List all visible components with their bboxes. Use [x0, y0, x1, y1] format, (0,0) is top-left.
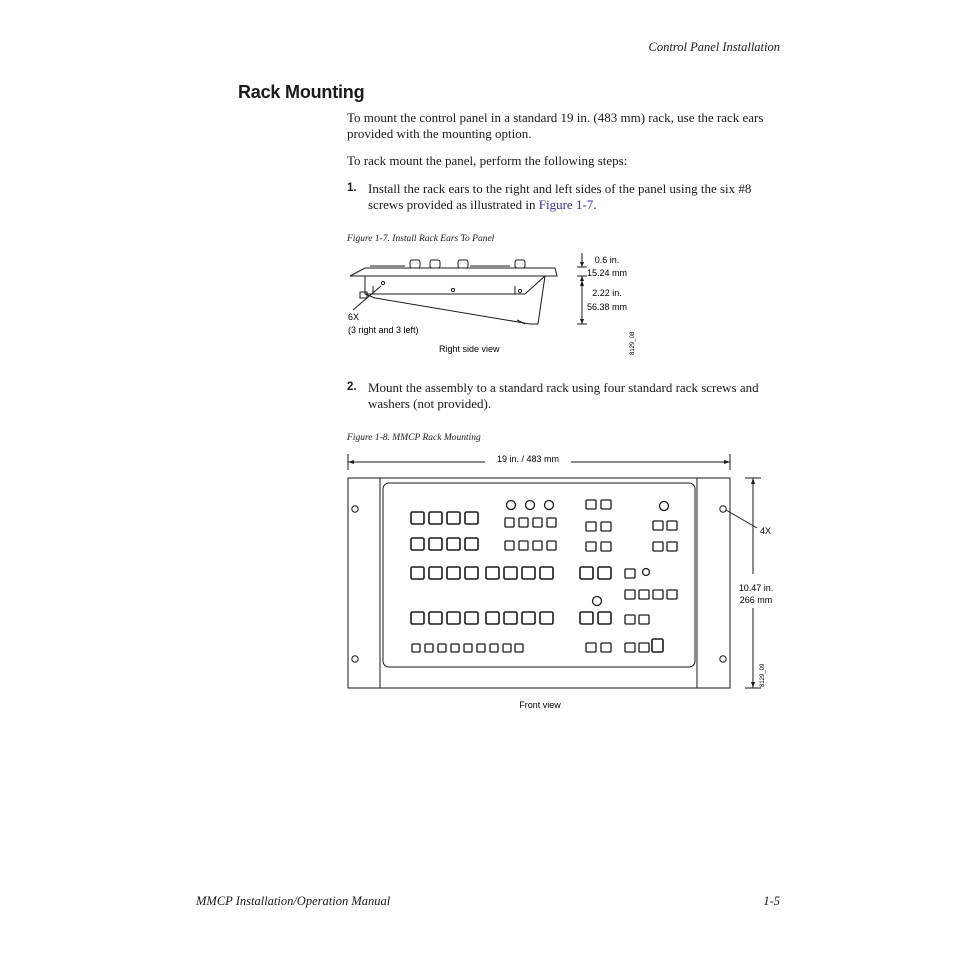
- step-2-text: Mount the assembly to a standard rack using four standard rack screws and washers (not provided).: [368, 380, 759, 411]
- height-mm-label: 266 mm: [739, 595, 773, 605]
- screw-count-label: 6X: [348, 312, 360, 322]
- step-1: [347, 181, 787, 213]
- width-dimension-label: 19 in. / 483 mm: [496, 454, 560, 464]
- steps-intro: To rack mount the panel, perform the following steps:: [347, 153, 628, 168]
- figure-1-8-caption: Figure 1-8. MMCP Rack Mounting: [347, 433, 481, 443]
- step-1-number: 1.: [347, 182, 357, 194]
- dim-0-6-in: 0.6 in.: [594, 255, 620, 265]
- step-1-end: .: [593, 196, 597, 212]
- figure-1-7-side-view: [345, 248, 645, 360]
- running-header: Control Panel Installation: [648, 40, 780, 54]
- screw-note-label: (3 right and 3 left): [348, 325, 419, 335]
- step-2-number: 2.: [347, 381, 357, 393]
- figure-1-7-link[interactable]: Figure 1-7: [538, 196, 594, 212]
- dim-2-22-in: 2.22 in.: [592, 288, 622, 298]
- height-in-label: 10.47 in.: [738, 583, 774, 593]
- figure-1-7-caption: Figure 1-7. Install Rack Ears To Panel: [347, 234, 495, 244]
- drawing-id-8129-08: 8129_08: [630, 331, 636, 355]
- drawing-id-8129-09: 8129_09: [760, 663, 766, 687]
- step-1-text: [368, 181, 788, 212]
- footer-page-number: 1-5: [763, 894, 780, 908]
- dim-56-38-mm: 56.38 mm: [586, 302, 628, 312]
- intro-paragraph: To mount the control panel in a standard 19 in. (483 mm) rack, use the rack ears provided with the mounting option.: [347, 110, 764, 141]
- section-heading: Rack Mounting: [238, 82, 365, 102]
- footer-manual-title: MMCP Installation/Operation Manual: [196, 894, 391, 908]
- front-view-label: Front view: [519, 700, 561, 710]
- figure-1-8-front-view: [345, 448, 785, 716]
- dim-15-24-mm: 15.24 mm: [586, 268, 628, 278]
- hole-count-label: 4X: [760, 526, 772, 536]
- side-view-label: Right side view: [439, 344, 500, 354]
- step-1-body: Install the rack ears to the right and left sides of the panel using the six #8 screws provided as illustrated in: [368, 181, 752, 212]
- step-2: [347, 380, 787, 412]
